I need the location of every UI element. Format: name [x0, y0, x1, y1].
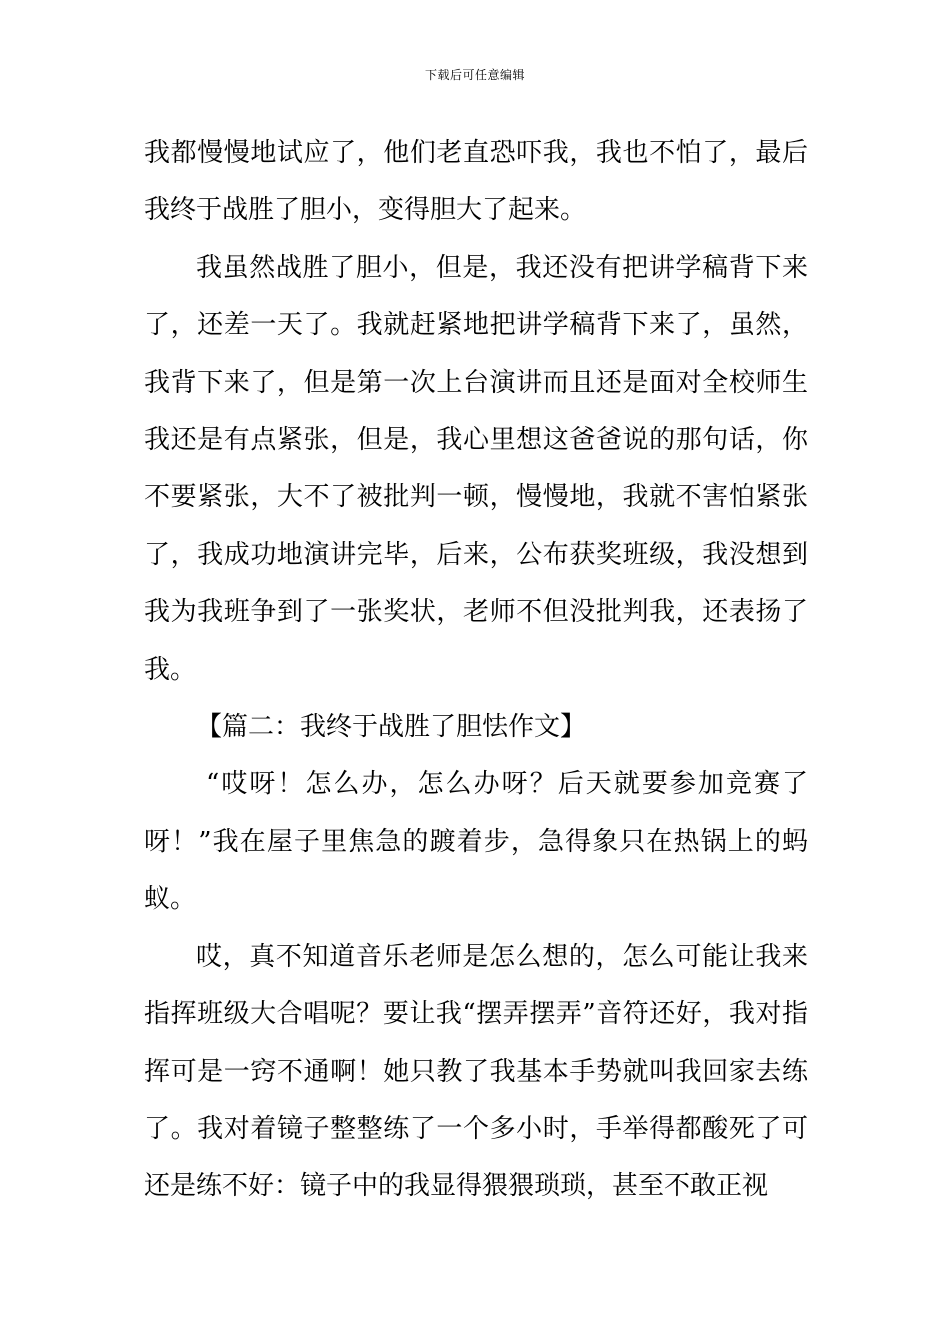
section-heading: 【篇二：我终于战胜了胆怯作文】 [196, 712, 587, 743]
paragraph: “哎呀！怎么办，怎么办呀？后天就要参加竞赛了呀！”我在屋子里焦急的踱着步，急得象只在热锅上的蚂蚁。 [144, 769, 808, 915]
paragraph: 我虽然战胜了胆小，但是，我还没有把讲学稿背下来了，还差一天了。我就赶紧地把讲学稿背下来了，虽然，我背下来了，但是第一次上台演讲而且还是面对全校师生我还是有点紧张，但是，我心里想这爸爸说的那句话，你不要紧张，大不了被批判一顿，慢慢地，我就不害怕紧张了，我成功地演讲完毕，后来，公布获奖班级，我没想到我为我班争到了一张奖状，老师不但没批判我，还表扬了我。 [144, 252, 808, 685]
paragraph: 哎，真不知道音乐老师是怎么想的，怎么可能让我来指挥班级大合唱呢？要让我“摆弄摆弄”音符还好，我对指挥可是一窍不通啊！她只教了我基本手势就叫我回家去练了。我对着镜子整整练了一个多小时，手举得都酸死了可还是练不好：镜子中的我显得猥猥琐琐，甚至不敢正视 [144, 941, 808, 1202]
paragraph-continuation: 我都慢慢地试应了，他们老直恐吓我，我也不怕了，最后我终于战胜了胆小，变得胆大了起来。 [144, 138, 808, 226]
document-body [144, 125, 808, 1216]
page-header: 下载后可任意编辑 [424, 68, 525, 82]
